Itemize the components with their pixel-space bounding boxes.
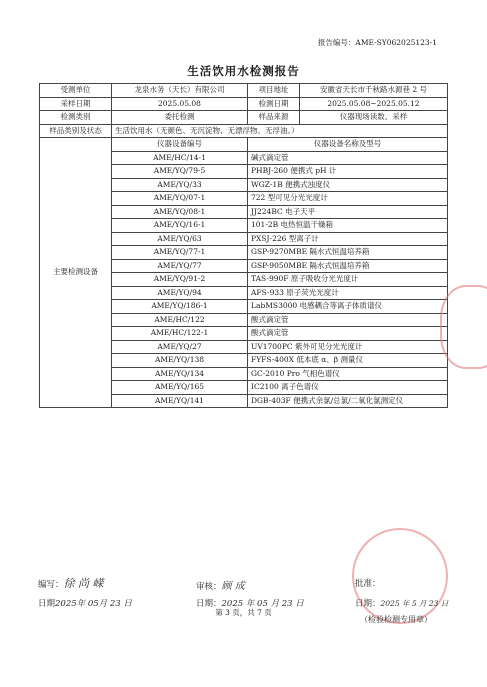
prepared-date-label: 日期 [38,599,56,609]
equipment-code: AME/YQ/134 [112,367,248,381]
info-value: 安徽省天长市千秋路水源巷 2 号 [300,84,448,98]
equipment-name: JJ224BC 电子天平 [248,205,448,219]
reviewed-date-label: 日期： [196,599,222,609]
equipment-list [40,138,448,408]
seam-seal [440,285,487,369]
approved-label: 批准： [355,579,381,589]
info-label: 采样日期 [40,97,112,111]
report-number: 报告编号：AME-SY062025123-1 [317,38,437,47]
info-value: 2025.05.08 [112,97,248,111]
equipment-name: 酸式滴定管 [248,313,448,327]
info-row [40,97,448,111]
page-number: 第 3 页，共 7 页 [215,608,272,617]
page-title: 生活饮用水检测报告 [187,64,300,78]
equipment-code: AME/YQ/77-1 [112,246,248,260]
reviewed-date-value: 2025 年 05 月 23 日 [221,599,304,609]
equipment-name: WGZ-1B 便携式浊度仪 [248,178,448,192]
info-row [40,111,448,125]
info-label: 样品来源 [248,111,300,125]
equipment-header-code: 仪器设备编号 [112,138,248,152]
approved-date-value: 2025 年 5 月 23 日 [380,599,449,608]
equipment-code: AME/YQ/08-1 [112,205,248,219]
report-table [39,83,448,408]
prepared-signature: 徐 尚 嵘 [63,577,104,590]
equipment-code: AME/YQ/27 [112,340,248,354]
equipment-name: GSP-9050MBE 隔水式恒温培养箱 [248,259,448,273]
prepared-label: 编写： [38,580,64,590]
info-value: 2025.05.08~2025.05.12 [300,97,448,111]
info-value: 仪器现场读数、采样 [300,111,448,125]
info-value: 龙泉水务（天长）有限公司 [112,84,248,98]
equipment-header-row [40,138,448,152]
stamp-note: （检验检测专用章） [360,615,432,624]
equipment-code: AME/YQ/77 [112,259,248,273]
equipment-name: DGB-403F 便携式余氯/总氯/二氧化氯测定仪 [248,394,448,408]
equipment-name: 酸式滴定管 [248,327,448,341]
equipment-code: AME/YQ/16-1 [112,219,248,233]
equipment-code: AME/YQ/165 [112,381,248,395]
info-label: 检测日期 [248,97,300,111]
reviewed-label: 审核： [196,582,222,592]
equipment-code: AME/HC/122-1 [112,327,248,341]
equipment-code: AME/YQ/63 [112,232,248,246]
equipment-name: PHBJ-260 便携式 pH 计 [248,165,448,179]
equipment-code: AME/YQ/138 [112,354,248,368]
info-label: 检测类别 [40,111,112,125]
info-value: 生活饮用水（无颜色、无沉淀物、无漂浮物、无浮油。） [112,124,448,138]
equipment-name: IC2100 离子色谱仪 [248,381,448,395]
equipment-code: AME/HC/14-1 [112,151,248,165]
reviewed-signature: 顾 成 [221,581,245,592]
equipment-name: GSP-9270MBE 隔水式恒温培养箱 [248,246,448,260]
equipment-code: AME/YQ/94 [112,286,248,300]
equipment-header-name: 仪器设备名称及型号 [248,138,448,152]
equipment-code: AME/HC/122 [112,313,248,327]
approved-by [355,577,381,589]
equipment-code: AME/YQ/79-5 [112,165,248,179]
prepared-date-value: 2025年 05月 23 日 [55,599,132,609]
info-label: 项目地址 [248,84,300,98]
equipment-code: AME/YQ/07-1 [112,192,248,206]
equipment-name: GC-2010 Pro 气相色谱仪 [248,367,448,381]
info-value: 委托检测 [112,111,248,125]
equipment-name: TAS-990F 原子吸收分光光度计 [248,273,448,287]
equipment-group-label: 主要检测设备 [40,138,112,408]
equipment-name: LabMS3000 电感耦合等离子体质谱仪 [248,300,448,314]
equipment-name: 101-2B 电热恒温干燥箱 [248,219,448,233]
equipment-name: 碱式滴定管 [248,151,448,165]
equipment-name: UV1700PC 紫外可见分光光度计 [248,340,448,354]
equipment-name: 722 型可见分光光度计 [248,192,448,206]
equipment-code: AME/YQ/141 [112,394,248,408]
info-row [40,84,448,98]
prepared-by [38,575,104,591]
equipment-code: AME/YQ/91-2 [112,273,248,287]
equipment-code: AME/YQ/33 [112,178,248,192]
equipment-name: PXSJ-226 型离子计 [248,232,448,246]
equipment-code: AME/YQ/186-1 [112,300,248,314]
info-row [40,124,448,138]
approved-date-label: 日期： [355,599,381,609]
equipment-name: AFS-933 原子荧光光度计 [248,286,448,300]
equipment-name: FYFS-400X 低本底 α、β 测量仪 [248,354,448,368]
reviewed-by [196,577,245,592]
info-label: 样品类别及状态 [40,124,112,138]
info-label: 受测单位 [40,84,112,98]
